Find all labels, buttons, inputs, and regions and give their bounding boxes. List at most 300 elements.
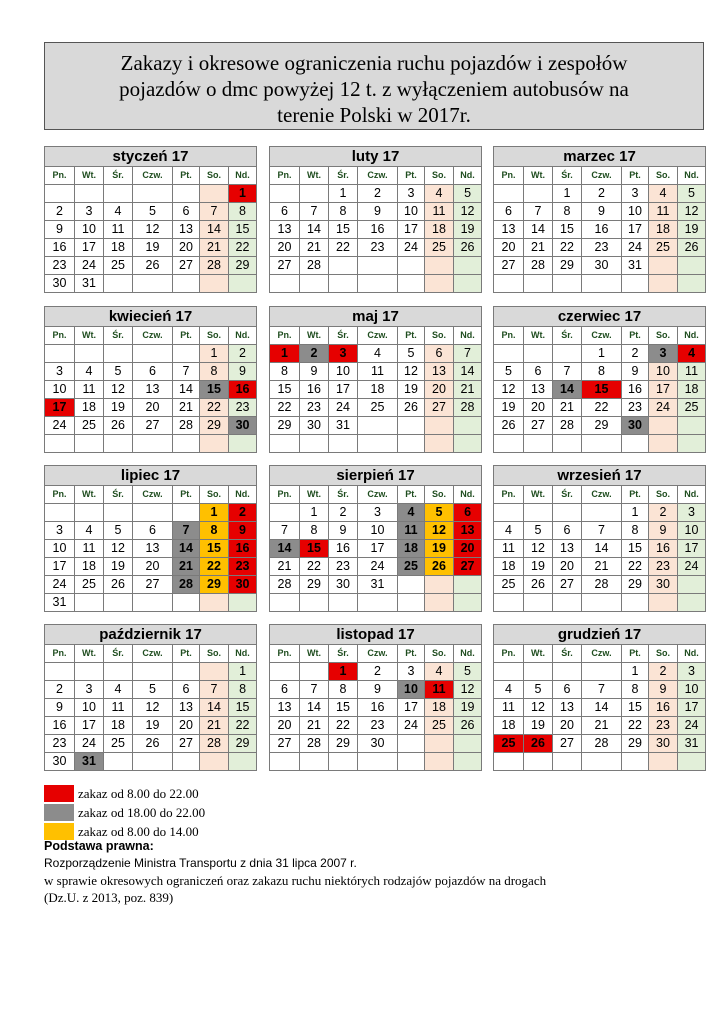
day-cell: 19 (104, 399, 133, 417)
day-cell: 15 (200, 381, 229, 399)
empty-cell (300, 663, 329, 681)
weekday-header: Śr. (553, 645, 582, 663)
weekday-header: Pn. (494, 486, 524, 504)
day-cell: 9 (329, 522, 358, 540)
day-cell: 18 (425, 699, 454, 717)
day-cell: 11 (425, 203, 454, 221)
empty-cell (200, 663, 229, 681)
day-cell: 28 (173, 576, 200, 594)
month-calendar (493, 465, 705, 612)
day-cell: 4 (358, 345, 398, 363)
day-cell: 22 (229, 717, 257, 735)
day-cell: 13 (494, 221, 524, 239)
day-cell: 17 (678, 540, 706, 558)
day-cell: 30 (582, 257, 622, 275)
empty-cell (104, 275, 133, 293)
empty-cell (622, 275, 649, 293)
empty-cell (678, 435, 706, 453)
empty-cell (358, 753, 398, 771)
day-cell: 28 (173, 417, 200, 435)
day-cell: 1 (200, 345, 229, 363)
weekday-header: Pn. (45, 486, 75, 504)
weekday-header: Pt. (398, 486, 425, 504)
day-cell: 7 (524, 203, 553, 221)
day-cell: 3 (75, 681, 104, 699)
weekday-header: Czw. (133, 486, 173, 504)
empty-cell (270, 185, 300, 203)
day-cell: 14 (524, 221, 553, 239)
empty-cell (358, 275, 398, 293)
weekday-header: Śr. (104, 486, 133, 504)
day-cell: 12 (104, 381, 133, 399)
empty-cell (173, 594, 200, 612)
day-cell: 30 (229, 576, 257, 594)
weekday-header: So. (425, 645, 454, 663)
weekday-header: Nd. (229, 486, 257, 504)
empty-cell (494, 663, 524, 681)
day-cell: 14 (200, 699, 229, 717)
day-cell: 12 (398, 363, 425, 381)
weekday-header: Wt. (75, 486, 104, 504)
day-cell: 12 (133, 699, 173, 717)
weekday-header: Śr. (104, 327, 133, 345)
day-cell: 27 (270, 257, 300, 275)
day-cell: 3 (45, 522, 75, 540)
empty-cell (425, 417, 454, 435)
day-cell: 25 (398, 558, 425, 576)
day-cell: 4 (75, 363, 104, 381)
weekday-header: Nd. (454, 486, 482, 504)
day-cell: 7 (582, 681, 622, 699)
day-cell: 3 (398, 663, 425, 681)
day-cell: 12 (678, 203, 706, 221)
day-cell: 5 (398, 345, 425, 363)
day-cell: 25 (678, 399, 706, 417)
empty-cell (425, 735, 454, 753)
day-cell: 27 (425, 399, 454, 417)
day-cell: 24 (678, 717, 706, 735)
day-cell: 10 (398, 203, 425, 221)
day-cell: 19 (454, 699, 482, 717)
weekday-header: Śr. (329, 486, 358, 504)
day-cell: 29 (553, 257, 582, 275)
weekday-header: Śr. (329, 327, 358, 345)
day-cell: 12 (104, 540, 133, 558)
day-cell: 18 (358, 381, 398, 399)
empty-cell (133, 345, 173, 363)
day-cell: 5 (133, 203, 173, 221)
empty-cell (358, 594, 398, 612)
month-calendar (269, 624, 481, 771)
day-cell: 15 (622, 540, 649, 558)
day-cell: 10 (678, 681, 706, 699)
day-cell: 6 (173, 681, 200, 699)
legend-item-red (44, 784, 205, 803)
weekday-header: Nd. (678, 645, 706, 663)
day-cell: 7 (300, 203, 329, 221)
month-name: kwiecień 17 (45, 307, 257, 327)
day-cell: 24 (622, 239, 649, 257)
day-cell: 13 (524, 381, 553, 399)
day-cell: 28 (270, 576, 300, 594)
day-cell: 17 (329, 381, 358, 399)
day-cell: 6 (553, 522, 582, 540)
empty-cell (582, 663, 622, 681)
day-cell: 25 (494, 735, 524, 753)
weekday-header: Nd. (678, 327, 706, 345)
weekday-header: Nd. (229, 327, 257, 345)
day-cell: 7 (300, 681, 329, 699)
day-cell: 18 (494, 717, 524, 735)
weekday-header: Czw. (582, 486, 622, 504)
day-cell: 6 (133, 522, 173, 540)
weekday-header: So. (649, 167, 678, 185)
day-cell: 8 (300, 522, 329, 540)
empty-cell (104, 753, 133, 771)
empty-cell (45, 663, 75, 681)
day-cell: 25 (425, 239, 454, 257)
day-cell: 23 (45, 257, 75, 275)
day-cell: 5 (425, 504, 454, 522)
month-calendar (44, 146, 256, 293)
empty-cell (270, 594, 300, 612)
legal-line: w sprawie okresowych ograniczeń oraz zakazu ruchu niektórych rodzajów pojazdów na drogach (44, 873, 547, 888)
day-cell: 27 (494, 257, 524, 275)
empty-cell (398, 576, 425, 594)
day-cell: 30 (649, 576, 678, 594)
day-cell: 29 (200, 417, 229, 435)
empty-cell (133, 753, 173, 771)
day-cell: 18 (425, 221, 454, 239)
empty-cell (524, 753, 553, 771)
empty-cell (398, 594, 425, 612)
day-cell: 6 (270, 681, 300, 699)
empty-cell (678, 275, 706, 293)
weekday-header: Pn. (45, 327, 75, 345)
day-cell: 16 (622, 381, 649, 399)
weekday-header: Czw. (582, 167, 622, 185)
empty-cell (133, 275, 173, 293)
day-cell: 30 (300, 417, 329, 435)
day-cell: 12 (524, 699, 553, 717)
day-cell: 14 (454, 363, 482, 381)
day-cell: 6 (494, 203, 524, 221)
day-cell: 5 (133, 681, 173, 699)
empty-cell (75, 345, 104, 363)
day-cell: 17 (649, 381, 678, 399)
weekday-header: Pt. (622, 486, 649, 504)
empty-cell (398, 417, 425, 435)
day-cell: 10 (75, 699, 104, 717)
empty-cell (173, 504, 200, 522)
day-cell: 16 (229, 540, 257, 558)
day-cell: 19 (425, 540, 454, 558)
day-cell: 12 (454, 681, 482, 699)
month-calendar (269, 146, 481, 293)
day-cell: 14 (300, 699, 329, 717)
weekday-header: So. (200, 645, 229, 663)
day-cell: 28 (300, 257, 329, 275)
day-cell: 19 (133, 717, 173, 735)
day-cell: 24 (649, 399, 678, 417)
empty-cell (553, 594, 582, 612)
day-cell: 10 (649, 363, 678, 381)
day-cell: 1 (329, 185, 358, 203)
empty-cell (524, 275, 553, 293)
day-cell: 15 (329, 221, 358, 239)
day-cell: 7 (200, 681, 229, 699)
empty-cell (173, 275, 200, 293)
weekday-header: Śr. (104, 167, 133, 185)
empty-cell (104, 185, 133, 203)
empty-cell (454, 275, 482, 293)
day-cell: 27 (173, 257, 200, 275)
day-cell: 11 (104, 221, 133, 239)
day-cell: 3 (678, 663, 706, 681)
empty-cell (75, 594, 104, 612)
day-cell: 2 (649, 504, 678, 522)
day-cell: 15 (300, 540, 329, 558)
empty-cell (494, 504, 524, 522)
empty-cell (425, 435, 454, 453)
day-cell: 4 (649, 185, 678, 203)
day-cell: 28 (200, 735, 229, 753)
weekday-header: Nd. (678, 167, 706, 185)
day-cell: 10 (45, 381, 75, 399)
weekday-header: Pt. (622, 327, 649, 345)
day-cell: 11 (104, 699, 133, 717)
day-cell: 31 (678, 735, 706, 753)
empty-cell (553, 504, 582, 522)
day-cell: 26 (104, 576, 133, 594)
day-cell: 25 (494, 576, 524, 594)
day-cell: 19 (133, 239, 173, 257)
empty-cell (173, 663, 200, 681)
day-cell: 16 (45, 239, 75, 257)
weekday-header: Pn. (270, 645, 300, 663)
day-cell: 15 (270, 381, 300, 399)
weekday-header: Śr. (329, 645, 358, 663)
weekday-header: Czw. (133, 167, 173, 185)
weekday-header: Wt. (524, 167, 553, 185)
day-cell: 9 (229, 522, 257, 540)
empty-cell (454, 435, 482, 453)
day-cell: 10 (329, 363, 358, 381)
day-cell: 29 (229, 735, 257, 753)
day-cell: 21 (300, 239, 329, 257)
empty-cell (425, 257, 454, 275)
day-cell: 25 (649, 239, 678, 257)
day-cell: 12 (494, 381, 524, 399)
day-cell: 13 (173, 699, 200, 717)
day-cell: 8 (553, 203, 582, 221)
day-cell: 20 (270, 239, 300, 257)
day-cell: 12 (454, 203, 482, 221)
day-cell: 5 (524, 522, 553, 540)
month-name: wrzesień 17 (494, 466, 706, 486)
weekday-header: Wt. (75, 167, 104, 185)
empty-cell (75, 504, 104, 522)
empty-cell (229, 275, 257, 293)
title-line: terenie Polski w 2017r. (277, 103, 471, 127)
day-cell: 4 (75, 522, 104, 540)
day-cell: 28 (582, 735, 622, 753)
empty-cell (300, 275, 329, 293)
day-cell: 17 (75, 239, 104, 257)
day-cell: 3 (329, 345, 358, 363)
day-cell: 9 (649, 681, 678, 699)
day-cell: 5 (494, 363, 524, 381)
empty-cell (553, 435, 582, 453)
empty-cell (358, 435, 398, 453)
weekday-header: Pt. (173, 645, 200, 663)
day-cell: 25 (104, 257, 133, 275)
legend (44, 784, 205, 841)
weekday-header: Pn. (270, 167, 300, 185)
day-cell: 14 (270, 540, 300, 558)
weekday-header: Wt. (300, 167, 329, 185)
weekday-header: Pt. (398, 167, 425, 185)
weekday-header: Śr. (104, 645, 133, 663)
day-cell: 29 (582, 417, 622, 435)
day-cell: 27 (524, 417, 553, 435)
legal-basis (44, 838, 546, 906)
empty-cell (622, 594, 649, 612)
day-cell: 2 (45, 681, 75, 699)
day-cell: 7 (173, 363, 200, 381)
day-cell: 31 (329, 417, 358, 435)
day-cell: 2 (649, 663, 678, 681)
legal-heading: Podstawa prawna: (44, 839, 154, 853)
day-cell: 14 (582, 540, 622, 558)
day-cell: 19 (678, 221, 706, 239)
day-cell: 29 (622, 576, 649, 594)
month-name: grudzień 17 (494, 625, 706, 645)
weekday-header: Pn. (494, 645, 524, 663)
weekday-header: So. (425, 327, 454, 345)
day-cell: 1 (622, 663, 649, 681)
month-name: lipiec 17 (45, 466, 257, 486)
day-cell: 21 (270, 558, 300, 576)
day-cell: 7 (553, 363, 582, 381)
day-cell: 15 (553, 221, 582, 239)
weekday-header: Pn. (494, 167, 524, 185)
day-cell: 3 (358, 504, 398, 522)
day-cell: 30 (622, 417, 649, 435)
empty-cell (454, 735, 482, 753)
empty-cell (104, 663, 133, 681)
empty-cell (358, 417, 398, 435)
month-calendar (44, 306, 256, 453)
weekday-header: Czw. (358, 167, 398, 185)
legend-swatch-red (44, 785, 74, 802)
weekday-header: So. (425, 486, 454, 504)
day-cell: 22 (270, 399, 300, 417)
empty-cell (649, 435, 678, 453)
day-cell: 5 (454, 663, 482, 681)
empty-cell (454, 753, 482, 771)
empty-cell (329, 435, 358, 453)
legend-item-gray (44, 803, 205, 822)
day-cell: 15 (622, 699, 649, 717)
empty-cell (553, 345, 582, 363)
day-cell: 2 (229, 504, 257, 522)
empty-cell (173, 185, 200, 203)
day-cell: 13 (133, 540, 173, 558)
day-cell: 16 (229, 381, 257, 399)
day-cell: 19 (454, 221, 482, 239)
empty-cell (45, 345, 75, 363)
empty-cell (622, 435, 649, 453)
weekday-header: So. (649, 486, 678, 504)
day-cell: 16 (582, 221, 622, 239)
day-cell: 1 (200, 504, 229, 522)
empty-cell (133, 663, 173, 681)
day-cell: 17 (398, 221, 425, 239)
empty-cell (524, 504, 553, 522)
day-cell: 28 (454, 399, 482, 417)
empty-cell (678, 753, 706, 771)
empty-cell (553, 753, 582, 771)
legend-label: zakaz od 18.00 do 22.00 (78, 804, 206, 820)
weekday-header: Nd. (229, 167, 257, 185)
day-cell: 6 (553, 681, 582, 699)
day-cell: 15 (229, 221, 257, 239)
empty-cell (133, 435, 173, 453)
day-cell: 11 (75, 540, 104, 558)
empty-cell (270, 504, 300, 522)
empty-cell (494, 753, 524, 771)
empty-cell (524, 594, 553, 612)
weekday-header: Pn. (494, 327, 524, 345)
day-cell: 6 (133, 363, 173, 381)
weekday-header: Czw. (358, 645, 398, 663)
empty-cell (494, 275, 524, 293)
empty-cell (524, 663, 553, 681)
day-cell: 28 (524, 257, 553, 275)
day-cell: 3 (678, 504, 706, 522)
day-cell: 8 (329, 203, 358, 221)
weekday-header: Pt. (173, 327, 200, 345)
day-cell: 4 (678, 345, 706, 363)
month-calendar (44, 624, 256, 771)
month-calendar (44, 465, 256, 612)
empty-cell (582, 594, 622, 612)
day-cell: 17 (358, 540, 398, 558)
empty-cell (582, 753, 622, 771)
empty-cell (553, 663, 582, 681)
weekday-header: Nd. (678, 486, 706, 504)
day-cell: 16 (329, 540, 358, 558)
day-cell: 22 (622, 558, 649, 576)
empty-cell (494, 345, 524, 363)
day-cell: 22 (329, 239, 358, 257)
day-cell: 7 (173, 522, 200, 540)
weekday-header: Pt. (173, 167, 200, 185)
day-cell: 16 (300, 381, 329, 399)
empty-cell (524, 345, 553, 363)
day-cell: 3 (45, 363, 75, 381)
day-cell: 1 (329, 663, 358, 681)
day-cell: 26 (454, 239, 482, 257)
weekday-header: Pn. (45, 167, 75, 185)
day-cell: 25 (425, 717, 454, 735)
day-cell: 11 (494, 540, 524, 558)
day-cell: 23 (229, 399, 257, 417)
day-cell: 1 (229, 663, 257, 681)
empty-cell (133, 504, 173, 522)
day-cell: 23 (582, 239, 622, 257)
